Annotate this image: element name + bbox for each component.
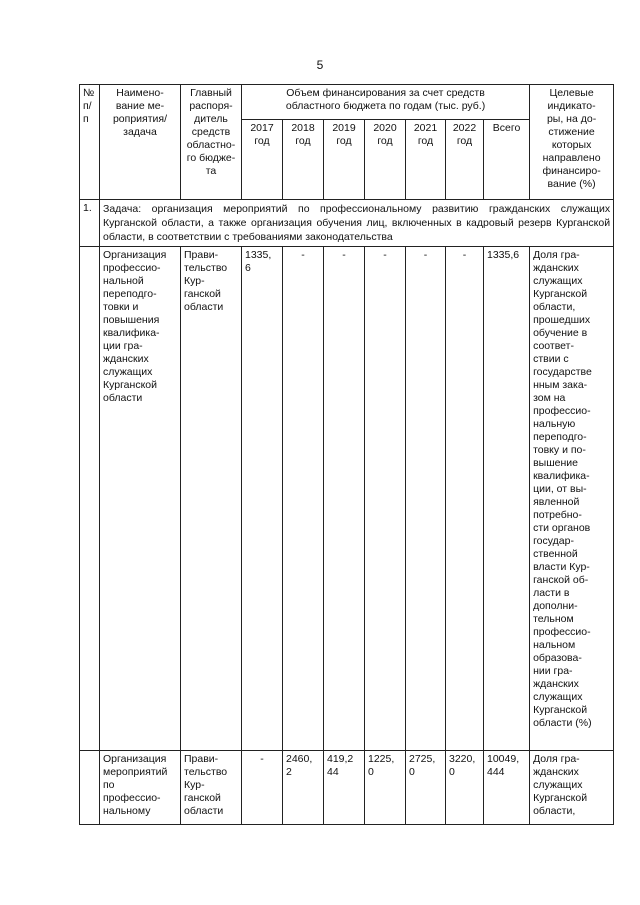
header-indicators: Целевые индикато- ры, на до- стижение которых направлено финансиро- вание (%) bbox=[530, 85, 614, 200]
value-2020: - bbox=[365, 247, 406, 751]
value-total: 10049, 444 bbox=[484, 751, 530, 825]
header-year: 2020 год bbox=[365, 120, 406, 200]
budget-manager: Прави- тельство Кур- ганской области bbox=[181, 247, 242, 751]
value-2018: 2460, 2 bbox=[283, 751, 324, 825]
header-year: 2022 год bbox=[446, 120, 484, 200]
value-2021: 2725, 0 bbox=[406, 751, 446, 825]
row-num bbox=[80, 247, 100, 751]
budget-manager: Прави- тельство Кур- ганской области bbox=[181, 751, 242, 825]
header-total: Всего bbox=[484, 120, 530, 200]
financing-table bbox=[79, 84, 614, 825]
value-2021: - bbox=[406, 247, 446, 751]
value-total: 1335,6 bbox=[484, 247, 530, 751]
table-row bbox=[80, 751, 614, 825]
value-2019: 419,2 44 bbox=[324, 751, 365, 825]
page-number: 5 bbox=[316, 58, 324, 72]
header-num: № п/ п bbox=[80, 85, 100, 200]
header-year: 2019 год bbox=[324, 120, 365, 200]
table-row bbox=[80, 247, 614, 751]
value-2019: - bbox=[324, 247, 365, 751]
header-year: 2018 год bbox=[283, 120, 324, 200]
measure-name: Организация профессио- нальной переподго- товки и повышения квалифика- ции гра- жданских служащих Курганской области bbox=[100, 247, 181, 751]
row-num bbox=[80, 751, 100, 825]
value-2022: - bbox=[446, 247, 484, 751]
value-2020: 1225, 0 bbox=[365, 751, 406, 825]
measure-name: Организация мероприятий по профессио- нальному bbox=[100, 751, 181, 825]
header-name: Наимено- вание ме- роприятия/ задача bbox=[100, 85, 181, 200]
header-financing: Объем финансирования за счет средств областного бюджета по годам (тыс. руб.) bbox=[242, 85, 530, 120]
target-indicator: Доля гра- жданских служащих Курганской области, bbox=[530, 751, 614, 825]
value-2017: 1335, 6 bbox=[242, 247, 283, 751]
value-2017: - bbox=[242, 751, 283, 825]
value-2022: 3220, 0 bbox=[446, 751, 484, 825]
task-text: Задача: организация мероприятий по профессиональному развитию гражданских служащих Курганской области, а также организация обучения лиц, включенных в кадровый резерв Курганской области, в соответствии с требованиями законодательства bbox=[100, 200, 614, 247]
header-manager: Главный распоря- дитель средств областно- го бюдже- та bbox=[181, 85, 242, 200]
header-year: 2017 год bbox=[242, 120, 283, 200]
value-2018: - bbox=[283, 247, 324, 751]
target-indicator: Доля гра- жданских служащих Курганской области, прошедших обучение в соответ- ствии с государстве нным зака- зом на профессио- нальную переподго- товку и по- вышение квалифика- ции, от вы- явленной потребно- сти органов государ- ственной власти Кур- ганской об- ласти в дополни- тельном профессио- нальном образова- нии гра- жданских служащих Курганской области (%) bbox=[530, 247, 614, 751]
header-year: 2021 год bbox=[406, 120, 446, 200]
task-num: 1. bbox=[80, 200, 100, 247]
